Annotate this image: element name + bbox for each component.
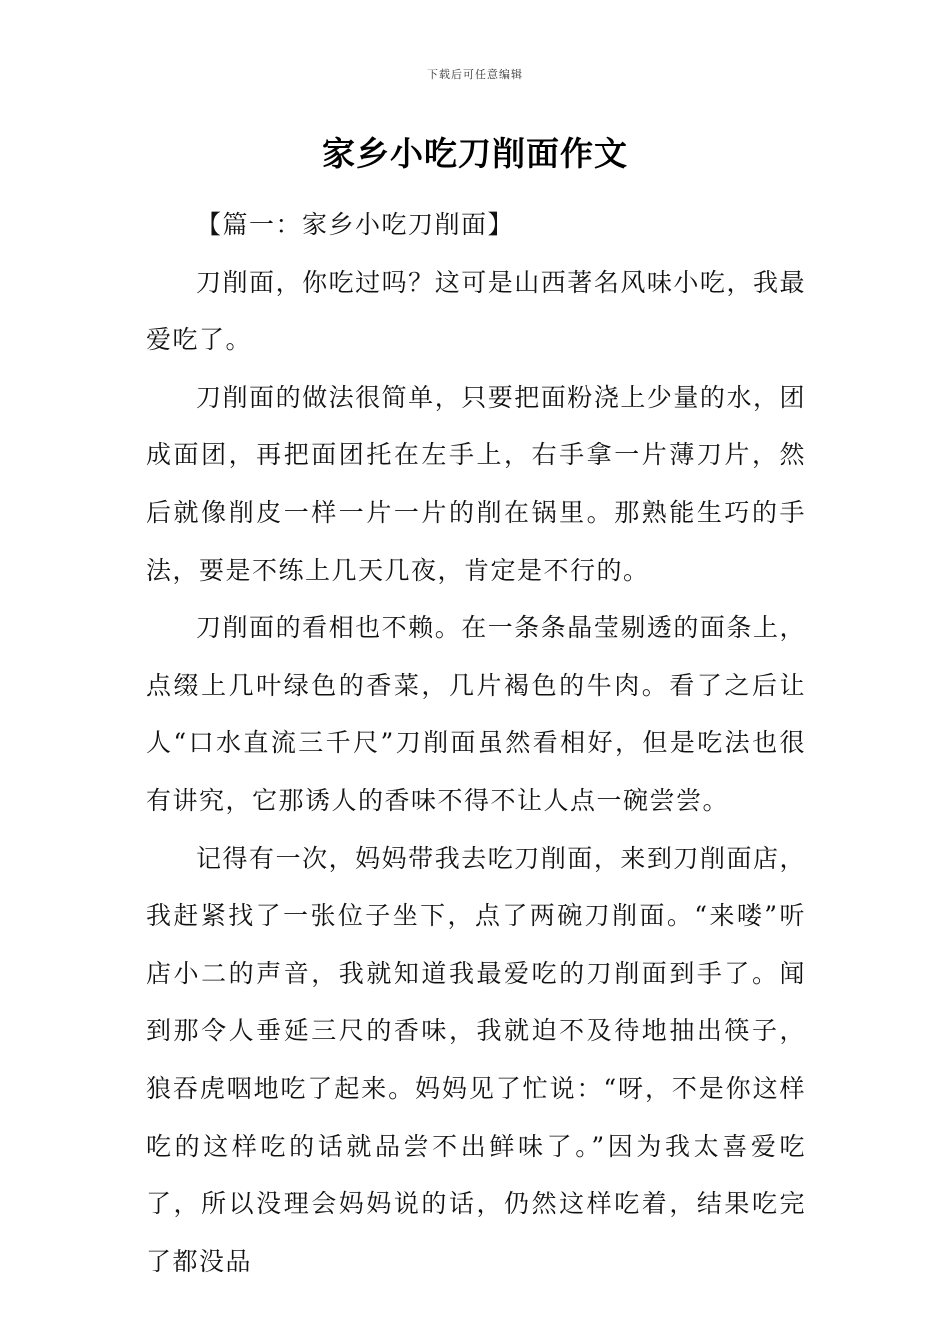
- document-title: 家乡小吃刀削面作文: [322, 134, 628, 173]
- document-body: [146, 196, 806, 1290]
- paragraph-2: 刀削面的做法很简单，只要把面粉浇上少量的水，团成面团，再把面团托在左手上，右手拿一片薄刀片，然后就像削皮一样一片一片的削在锅里。那熟能生巧的手法，要是不练上几天几夜，肯定是不行的。: [146, 382, 806, 585]
- paragraph-4: 记得有一次，妈妈带我去吃刀削面，来到刀削面店，我赶紧找了一张位子坐下，点了两碗刀削面。“来喽”听店小二的声音，我就知道我最爱吃的刀削面到手了。闻到那令人垂延三尺的香味，我就迫不及待地抽出筷子，狼吞虎咽地吃了起来。妈妈见了忙说：“呀，不是你这样吃的这样吃的话就品尝不出鲜味了。”因为我太喜爱吃了，所以没理会妈妈说的话，仍然这样吃着，结果吃完了都没品: [146, 843, 806, 1276]
- paragraph-1: 刀削面，你吃过吗？这可是山西著名风味小吃，我最爱吃了。: [146, 267, 806, 355]
- header-note: 下载后可任意编辑: [427, 68, 523, 81]
- paragraph-3: 刀削面的看相也不赖。在一条条晶莹剔透的面条上，点缀上几叶绿色的香菜，几片褐色的牛肉。看了之后让人“口水直流三千尺”刀削面虽然看相好，但是吃法也很有讲究，它那诱人的香味不得不让人点一碗尝尝。: [146, 613, 806, 815]
- section-heading: 【篇一：家乡小吃刀削面】: [196, 210, 515, 239]
